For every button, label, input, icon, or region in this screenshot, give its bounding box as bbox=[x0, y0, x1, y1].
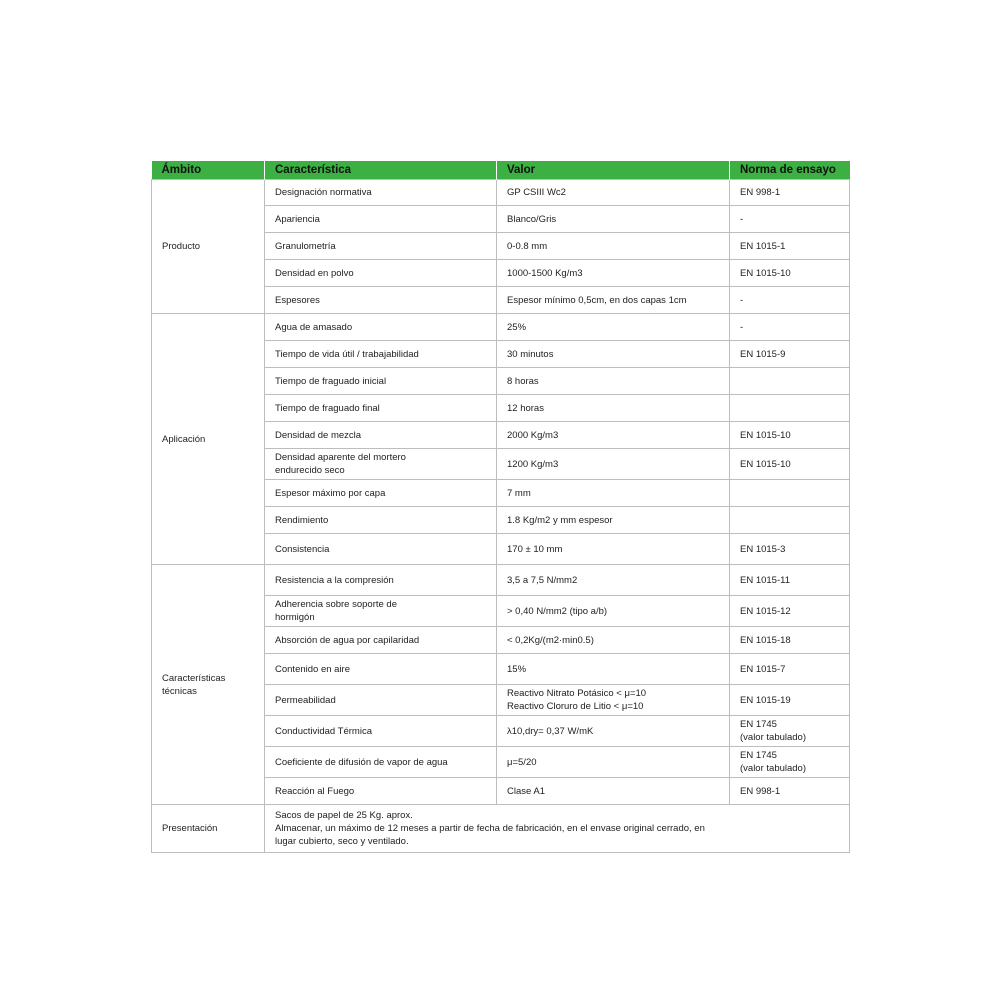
cell-line: EN 1015-1 bbox=[740, 240, 786, 252]
characteristic-cell bbox=[265, 685, 497, 716]
cell-line: técnicas bbox=[162, 685, 197, 697]
cell-line: 1.8 Kg/m2 y mm espesor bbox=[507, 514, 613, 526]
standard-cell bbox=[730, 449, 850, 480]
standard-cell bbox=[730, 716, 850, 747]
cell-line: Consistencia bbox=[275, 543, 330, 555]
cell-line: EN 1745 bbox=[740, 750, 777, 761]
group-label bbox=[152, 180, 265, 314]
standard-cell bbox=[730, 341, 850, 368]
value-cell bbox=[497, 341, 730, 368]
cell-line: EN 1015-19 bbox=[740, 694, 791, 706]
characteristic-cell bbox=[265, 287, 497, 314]
cell-line: endurecido seco bbox=[275, 465, 345, 476]
cell-line: Aplicación bbox=[162, 433, 206, 445]
cell-line: Rendimiento bbox=[275, 514, 329, 526]
value-cell bbox=[497, 565, 730, 596]
cell-line: - bbox=[740, 321, 744, 333]
cell-line: 1200 Kg/m3 bbox=[507, 458, 559, 470]
presentation-text bbox=[265, 805, 850, 853]
cell-line: EN 1745 bbox=[740, 719, 777, 730]
characteristic-cell bbox=[265, 716, 497, 747]
characteristic-cell bbox=[265, 534, 497, 565]
cell-line: Tiempo de vida útil / trabajabilidad bbox=[275, 348, 419, 360]
header-valor: Valor bbox=[497, 161, 730, 180]
standard-cell bbox=[730, 206, 850, 233]
value-cell bbox=[497, 233, 730, 260]
group-label bbox=[152, 314, 265, 565]
characteristic-cell bbox=[265, 565, 497, 596]
cell-line: λ10,dry= 0,37 W/mK bbox=[507, 725, 594, 737]
cell-line: Apariencia bbox=[275, 213, 320, 225]
cell-line: Designación normativa bbox=[275, 187, 372, 198]
cell-line: Conductividad Térmica bbox=[275, 725, 372, 737]
standard-cell bbox=[730, 747, 850, 778]
cell-line: 30 minutos bbox=[507, 348, 554, 360]
standard-cell bbox=[730, 180, 850, 206]
cell-line: Reactivo Nitrato Potásico < μ=10 bbox=[507, 688, 647, 699]
characteristic-cell bbox=[265, 747, 497, 778]
cell-line: Coeficiente de difusión de vapor de agua bbox=[275, 756, 448, 768]
standard-cell bbox=[730, 507, 850, 534]
cell-line: EN 1015-3 bbox=[740, 543, 786, 555]
standard-cell bbox=[730, 654, 850, 685]
value-cell bbox=[497, 422, 730, 449]
cell-line: Tiempo de fraguado final bbox=[275, 402, 380, 414]
cell-line: Clase A1 bbox=[507, 785, 546, 797]
characteristic-cell bbox=[265, 480, 497, 507]
standard-cell bbox=[730, 368, 850, 395]
standard-cell bbox=[730, 534, 850, 565]
cell-line: Adherencia sobre soporte de bbox=[275, 599, 397, 610]
standard-cell bbox=[730, 260, 850, 287]
cell-line: EN 1015-18 bbox=[740, 634, 791, 646]
cell-line: GP CSIII Wc2 bbox=[507, 187, 566, 198]
cell-line: Producto bbox=[162, 241, 201, 252]
cell-line: 0-0.8 mm bbox=[507, 240, 548, 252]
table-row bbox=[152, 314, 850, 341]
cell-line: 170 ± 10 mm bbox=[507, 543, 563, 555]
specifications-table bbox=[151, 161, 850, 853]
value-cell bbox=[497, 480, 730, 507]
value-cell bbox=[497, 596, 730, 627]
value-cell bbox=[497, 395, 730, 422]
characteristic-cell bbox=[265, 368, 497, 395]
characteristic-cell bbox=[265, 341, 497, 368]
cell-line: 8 horas bbox=[507, 375, 539, 387]
cell-line: EN 1015-9 bbox=[740, 348, 786, 360]
value-cell bbox=[497, 180, 730, 206]
cell-line: 1000-1500 Kg/m3 bbox=[507, 267, 583, 279]
cell-line: Densidad aparente del mortero bbox=[275, 452, 406, 463]
characteristic-cell bbox=[265, 314, 497, 341]
characteristic-cell bbox=[265, 260, 497, 287]
cell-line: - bbox=[740, 213, 744, 225]
cell-line: Granulometría bbox=[275, 240, 336, 252]
value-cell bbox=[497, 206, 730, 233]
cell-line: Resistencia a la compresión bbox=[275, 574, 394, 586]
standard-cell bbox=[730, 685, 850, 716]
value-cell bbox=[497, 627, 730, 654]
value-cell bbox=[497, 260, 730, 287]
cell-line: Absorción de agua por capilaridad bbox=[275, 634, 420, 646]
standard-cell bbox=[730, 422, 850, 449]
value-cell bbox=[497, 287, 730, 314]
table-row bbox=[152, 565, 850, 596]
cell-line: Densidad de mezcla bbox=[275, 429, 362, 441]
characteristic-cell bbox=[265, 422, 497, 449]
cell-line: EN 1015-11 bbox=[740, 574, 790, 586]
value-cell bbox=[497, 314, 730, 341]
cell-line: Permeabilidad bbox=[275, 694, 336, 706]
cell-line: Sacos de papel de 25 Kg. aprox. bbox=[275, 810, 413, 821]
cell-line: Contenido en aire bbox=[275, 663, 350, 675]
characteristic-cell bbox=[265, 180, 497, 206]
cell-line: 2000 Kg/m3 bbox=[507, 429, 559, 441]
standard-cell bbox=[730, 395, 850, 422]
cell-line: EN 1015-10 bbox=[740, 458, 791, 470]
cell-line: EN 1015-10 bbox=[740, 267, 791, 279]
characteristic-cell bbox=[265, 627, 497, 654]
cell-line: EN 998-1 bbox=[740, 187, 781, 198]
standard-cell bbox=[730, 778, 850, 805]
value-cell bbox=[497, 778, 730, 805]
table-row bbox=[152, 180, 850, 206]
table-header bbox=[152, 161, 850, 180]
cell-line: 25% bbox=[507, 321, 527, 333]
value-cell bbox=[497, 534, 730, 565]
characteristic-cell bbox=[265, 233, 497, 260]
standard-cell bbox=[730, 480, 850, 507]
cell-line: 3,5 a 7,5 N/mm2 bbox=[507, 574, 578, 586]
cell-line: > 0,40 N/mm2 (tipo a/b) bbox=[507, 605, 608, 617]
cell-line: 12 horas bbox=[507, 402, 544, 414]
standard-cell bbox=[730, 565, 850, 596]
cell-line: EN 998-1 bbox=[740, 785, 781, 797]
cell-line: lugar cubierto, seco y ventilado. bbox=[275, 836, 409, 847]
value-cell bbox=[497, 685, 730, 716]
presentation-row bbox=[152, 805, 850, 853]
value-cell bbox=[497, 368, 730, 395]
value-cell bbox=[497, 716, 730, 747]
characteristic-cell bbox=[265, 395, 497, 422]
standard-cell bbox=[730, 314, 850, 341]
cell-line: 7 mm bbox=[507, 487, 531, 499]
cell-line: Espesor mínimo 0,5cm, en dos capas 1cm bbox=[507, 294, 687, 306]
cell-line: Blanco/Gris bbox=[507, 213, 557, 225]
cell-line: Tiempo de fraguado inicial bbox=[275, 375, 387, 387]
cell-line: μ=5/20 bbox=[507, 756, 537, 768]
cell-line: Reacción al Fuego bbox=[275, 785, 355, 797]
cell-line: Espesores bbox=[275, 294, 320, 306]
characteristic-cell bbox=[265, 449, 497, 480]
cell-line: hormigón bbox=[275, 612, 315, 623]
standard-cell bbox=[730, 233, 850, 260]
cell-line: 15% bbox=[507, 663, 527, 675]
value-cell bbox=[497, 747, 730, 778]
cell-line: EN 1015-12 bbox=[740, 605, 791, 617]
cell-line: EN 1015-7 bbox=[740, 663, 786, 675]
cell-line: Reactivo Cloruro de Litio < μ=10 bbox=[507, 701, 644, 712]
header-caracteristica: Característica bbox=[265, 161, 497, 180]
standard-cell bbox=[730, 627, 850, 654]
cell-line: (valor tabulado) bbox=[740, 763, 807, 774]
characteristic-cell bbox=[265, 778, 497, 805]
table-body bbox=[152, 180, 850, 853]
cell-line: (valor tabulado) bbox=[740, 732, 807, 743]
characteristic-cell bbox=[265, 206, 497, 233]
value-cell bbox=[497, 507, 730, 534]
header-norma: Norma de ensayo bbox=[730, 161, 850, 180]
cell-line: < 0,2Kg/(m2·min0.5) bbox=[507, 634, 594, 646]
standard-cell bbox=[730, 596, 850, 627]
characteristic-cell bbox=[265, 654, 497, 685]
presentation-label: Presentación bbox=[152, 805, 265, 853]
cell-line: Espesor máximo por capa bbox=[275, 487, 386, 499]
cell-line: Almacenar, un máximo de 12 meses a partir de fecha de fabricación, en el envase original cerrado, en bbox=[275, 823, 705, 834]
characteristic-cell bbox=[265, 596, 497, 627]
cell-line: EN 1015-10 bbox=[740, 429, 791, 441]
header-ambito: Ámbito bbox=[152, 161, 265, 180]
cell-line: Densidad en polvo bbox=[275, 267, 354, 279]
group-label bbox=[152, 565, 265, 805]
value-cell bbox=[497, 449, 730, 480]
value-cell bbox=[497, 654, 730, 685]
cell-line: - bbox=[740, 294, 744, 306]
cell-line: Características bbox=[162, 672, 226, 684]
characteristic-cell bbox=[265, 507, 497, 534]
standard-cell bbox=[730, 287, 850, 314]
cell-line: Agua de amasado bbox=[275, 321, 353, 333]
